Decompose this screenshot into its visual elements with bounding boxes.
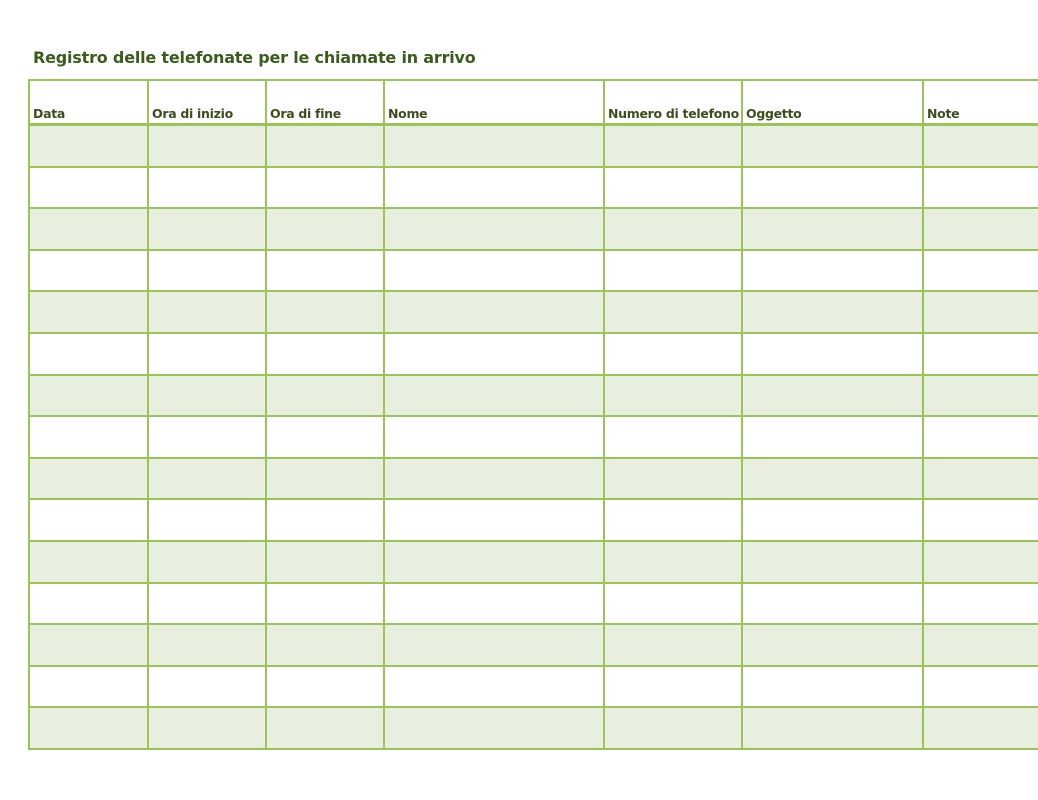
table-cell[interactable] xyxy=(604,499,742,541)
table-row xyxy=(29,666,1038,708)
table-cell[interactable] xyxy=(384,250,604,292)
table-cell[interactable] xyxy=(923,125,1038,167)
column-header-oggetto: Oggetto xyxy=(742,80,923,125)
table-cell[interactable] xyxy=(29,167,148,209)
table-cell[interactable] xyxy=(384,583,604,625)
table-cell[interactable] xyxy=(266,291,384,333)
table-row xyxy=(29,333,1038,375)
table-cell[interactable] xyxy=(148,333,266,375)
table-cell[interactable] xyxy=(29,375,148,417)
table-cell[interactable] xyxy=(384,125,604,167)
table-cell[interactable] xyxy=(604,666,742,708)
call-log-table xyxy=(28,79,1038,750)
table-cell[interactable] xyxy=(29,707,148,749)
table-cell[interactable] xyxy=(29,666,148,708)
table-cell[interactable] xyxy=(923,167,1038,209)
table-cell[interactable] xyxy=(604,291,742,333)
page-title: Registro delle telefonate per le chiamate in arrivo xyxy=(33,48,476,67)
table-row xyxy=(29,499,1038,541)
table-cell[interactable] xyxy=(923,291,1038,333)
table-cell[interactable] xyxy=(266,167,384,209)
table-cell[interactable] xyxy=(29,250,148,292)
table-cell[interactable] xyxy=(604,541,742,583)
table-cell[interactable] xyxy=(29,333,148,375)
table-cell[interactable] xyxy=(148,208,266,250)
table-cell[interactable] xyxy=(742,624,923,666)
table-cell[interactable] xyxy=(148,167,266,209)
column-header-note: Note xyxy=(923,80,1038,125)
table-row xyxy=(29,541,1038,583)
table-cell[interactable] xyxy=(604,583,742,625)
table-cell[interactable] xyxy=(148,250,266,292)
table-cell[interactable] xyxy=(604,167,742,209)
table-row xyxy=(29,416,1038,458)
column-header-ora-fine: Ora di fine xyxy=(266,80,384,125)
table-cell[interactable] xyxy=(604,624,742,666)
table-cell[interactable] xyxy=(384,541,604,583)
table-cell[interactable] xyxy=(604,125,742,167)
table-cell[interactable] xyxy=(384,416,604,458)
table-cell[interactable] xyxy=(266,499,384,541)
table-cell[interactable] xyxy=(923,707,1038,749)
table-cell[interactable] xyxy=(266,333,384,375)
table-cell[interactable] xyxy=(29,416,148,458)
table-cell[interactable] xyxy=(29,541,148,583)
table-cell[interactable] xyxy=(923,250,1038,292)
table-cell[interactable] xyxy=(742,707,923,749)
table-cell[interactable] xyxy=(148,458,266,500)
table-cell[interactable] xyxy=(742,291,923,333)
table-cell[interactable] xyxy=(384,458,604,500)
table-cell[interactable] xyxy=(148,125,266,167)
table-row xyxy=(29,125,1038,167)
table-row xyxy=(29,707,1038,749)
table-cell[interactable] xyxy=(384,666,604,708)
table-cell[interactable] xyxy=(266,375,384,417)
table-cell[interactable] xyxy=(384,167,604,209)
table-cell[interactable] xyxy=(923,583,1038,625)
column-header-numero-telefono: Numero di telefono xyxy=(604,80,742,125)
table-cell[interactable] xyxy=(266,624,384,666)
table-row xyxy=(29,291,1038,333)
table-cell[interactable] xyxy=(148,416,266,458)
column-header-data: Data xyxy=(29,80,148,125)
table-cell[interactable] xyxy=(29,125,148,167)
table-cell[interactable] xyxy=(266,458,384,500)
table-cell[interactable] xyxy=(742,250,923,292)
table-cell[interactable] xyxy=(148,666,266,708)
table-row xyxy=(29,208,1038,250)
table-row xyxy=(29,458,1038,500)
table-row xyxy=(29,250,1038,292)
table-cell[interactable] xyxy=(384,333,604,375)
table-cell[interactable] xyxy=(266,666,384,708)
table-cell[interactable] xyxy=(742,416,923,458)
table-cell[interactable] xyxy=(266,250,384,292)
table-cell[interactable] xyxy=(604,208,742,250)
table-cell[interactable] xyxy=(742,333,923,375)
table-cell[interactable] xyxy=(742,167,923,209)
table-cell[interactable] xyxy=(384,208,604,250)
table-row xyxy=(29,375,1038,417)
table-cell[interactable] xyxy=(604,707,742,749)
table-cell[interactable] xyxy=(29,291,148,333)
table-row xyxy=(29,624,1038,666)
table-cell[interactable] xyxy=(742,375,923,417)
table-cell[interactable] xyxy=(148,375,266,417)
table-row xyxy=(29,583,1038,625)
table-cell[interactable] xyxy=(266,416,384,458)
table-cell[interactable] xyxy=(742,208,923,250)
table-cell[interactable] xyxy=(923,499,1038,541)
table-cell[interactable] xyxy=(384,291,604,333)
table-cell[interactable] xyxy=(604,458,742,500)
table-cell[interactable] xyxy=(266,208,384,250)
table-cell[interactable] xyxy=(148,624,266,666)
table-cell[interactable] xyxy=(266,125,384,167)
table-cell[interactable] xyxy=(742,583,923,625)
table-cell[interactable] xyxy=(384,707,604,749)
table-cell[interactable] xyxy=(742,541,923,583)
table-cell[interactable] xyxy=(923,624,1038,666)
table-cell[interactable] xyxy=(148,541,266,583)
table-cell[interactable] xyxy=(923,541,1038,583)
table-cell[interactable] xyxy=(384,375,604,417)
table-cell[interactable] xyxy=(29,208,148,250)
table-cell[interactable] xyxy=(742,666,923,708)
table-cell[interactable] xyxy=(742,125,923,167)
column-header-nome: Nome xyxy=(384,80,604,125)
table-cell[interactable] xyxy=(923,416,1038,458)
table-row xyxy=(29,167,1038,209)
table-cell[interactable] xyxy=(266,541,384,583)
table-cell[interactable] xyxy=(923,666,1038,708)
table-cell[interactable] xyxy=(148,707,266,749)
table-cell[interactable] xyxy=(148,499,266,541)
header-row xyxy=(29,80,1038,125)
table-cell[interactable] xyxy=(604,416,742,458)
table-cell[interactable] xyxy=(923,333,1038,375)
table-cell[interactable] xyxy=(604,250,742,292)
table-cell[interactable] xyxy=(29,583,148,625)
table-cell[interactable] xyxy=(384,499,604,541)
table-cell[interactable] xyxy=(742,458,923,500)
table-cell[interactable] xyxy=(148,291,266,333)
table-cell[interactable] xyxy=(384,624,604,666)
table-cell[interactable] xyxy=(604,333,742,375)
table-cell[interactable] xyxy=(923,208,1038,250)
table-cell[interactable] xyxy=(29,499,148,541)
table-cell[interactable] xyxy=(923,375,1038,417)
column-header-ora-inizio: Ora di inizio xyxy=(148,80,266,125)
table-cell[interactable] xyxy=(923,458,1038,500)
table-cell[interactable] xyxy=(148,583,266,625)
table-cell[interactable] xyxy=(29,458,148,500)
table-cell[interactable] xyxy=(604,375,742,417)
table-cell[interactable] xyxy=(29,624,148,666)
table-cell[interactable] xyxy=(266,707,384,749)
table-cell[interactable] xyxy=(266,583,384,625)
table-cell[interactable] xyxy=(742,499,923,541)
